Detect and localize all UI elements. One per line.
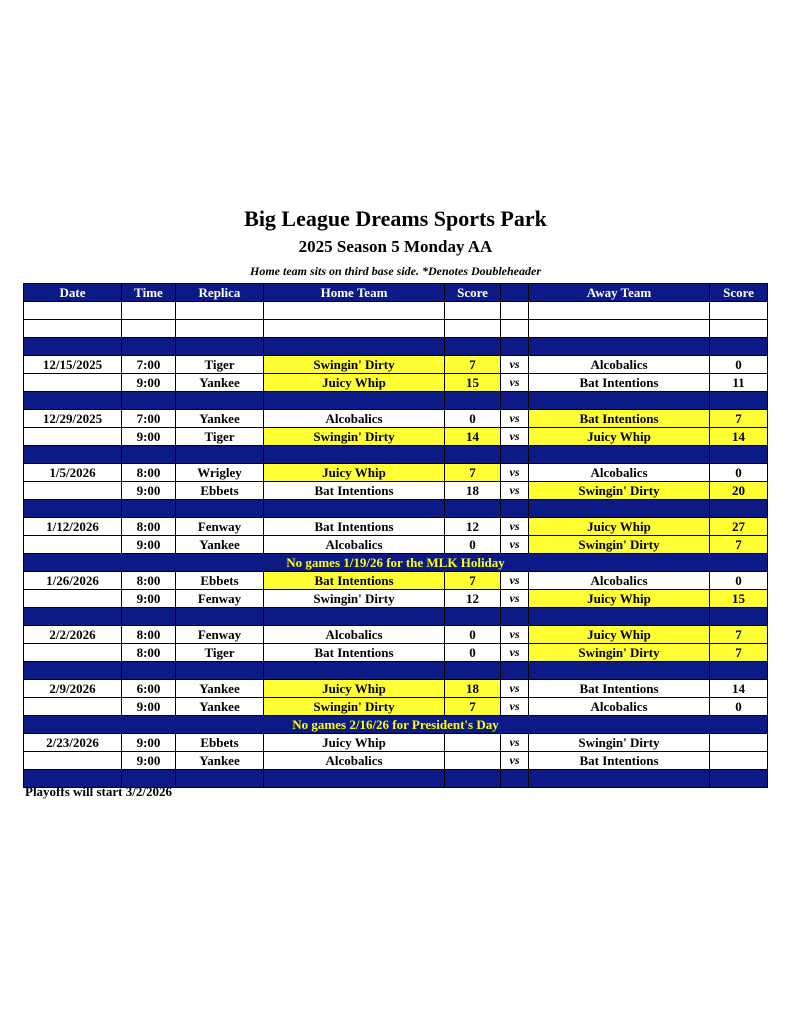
separator-row [24, 446, 768, 464]
vs-label: vs [501, 590, 529, 608]
game-time: 9:00 [122, 698, 176, 716]
blank-row [24, 302, 768, 320]
field-replica: Yankee [176, 374, 264, 392]
separator-cell [710, 446, 768, 464]
blank-cell [264, 302, 445, 320]
page-subtitle: 2025 Season 5 Monday AA [298, 237, 493, 256]
blank-cell [264, 320, 445, 338]
separator-cell [264, 338, 445, 356]
game-time: 8:00 [122, 572, 176, 590]
away-score: 0 [710, 572, 768, 590]
home-team: Alcobalics [264, 410, 445, 428]
away-score: 0 [710, 698, 768, 716]
separator-cell [122, 662, 176, 680]
separator-cell [264, 446, 445, 464]
separator-row [24, 392, 768, 410]
page-title: Big League Dreams Sports Park [244, 206, 547, 231]
separator-cell [176, 662, 264, 680]
game-time: 9:00 [122, 428, 176, 446]
game-row [24, 680, 768, 698]
away-team: Alcobalics [529, 464, 710, 482]
separator-cell [264, 608, 445, 626]
game-date [24, 644, 122, 662]
game-row [24, 536, 768, 554]
away-score: 7 [710, 536, 768, 554]
field-replica: Yankee [176, 410, 264, 428]
away-score: 11 [710, 374, 768, 392]
separator-cell [122, 392, 176, 410]
home-score: 14 [445, 428, 501, 446]
game-time: 9:00 [122, 590, 176, 608]
game-date [24, 536, 122, 554]
field-replica: Yankee [176, 680, 264, 698]
vs-label: vs [501, 374, 529, 392]
home-team: Bat Intentions [264, 482, 445, 500]
home-team: Alcobalics [264, 536, 445, 554]
home-score: 18 [445, 680, 501, 698]
blank-cell [529, 320, 710, 338]
blank-cell [501, 320, 529, 338]
blank-cell [501, 302, 529, 320]
away-team: Swingin' Dirty [529, 482, 710, 500]
separator-cell [176, 500, 264, 518]
game-time: 7:00 [122, 356, 176, 374]
home-team: Bat Intentions [264, 518, 445, 536]
separator-row [24, 500, 768, 518]
blank-cell [122, 320, 176, 338]
separator-cell [529, 446, 710, 464]
home-team: Swingin' Dirty [264, 428, 445, 446]
header-away-score: Score [710, 284, 768, 302]
separator-cell [264, 392, 445, 410]
no-games-note: No games 1/19/26 for the MLK Holiday [24, 554, 768, 572]
game-row [24, 410, 768, 428]
separator-cell [710, 608, 768, 626]
home-team: Juicy Whip [264, 680, 445, 698]
home-team: Swingin' Dirty [264, 698, 445, 716]
separator-cell [445, 392, 501, 410]
field-replica: Fenway [176, 518, 264, 536]
separator-cell [445, 500, 501, 518]
vs-label: vs [501, 464, 529, 482]
game-date: 1/26/2026 [24, 572, 122, 590]
blank-cell [176, 302, 264, 320]
separator-cell [24, 338, 122, 356]
vs-label: vs [501, 734, 529, 752]
vs-label: vs [501, 356, 529, 374]
game-date [24, 374, 122, 392]
blank-cell [24, 302, 122, 320]
separator-cell [501, 770, 529, 788]
blank-cell [176, 320, 264, 338]
game-date: 12/29/2025 [24, 410, 122, 428]
schedule-note: Home team sits on third base side. *Denotes Doubleheader [250, 264, 541, 278]
game-time: 8:00 [122, 644, 176, 662]
field-replica: Ebbets [176, 734, 264, 752]
home-score: 12 [445, 518, 501, 536]
separator-cell [176, 446, 264, 464]
game-date: 2/23/2026 [24, 734, 122, 752]
game-date: 12/15/2025 [24, 356, 122, 374]
home-team: Juicy Whip [264, 374, 445, 392]
vs-label: vs [501, 680, 529, 698]
game-row [24, 572, 768, 590]
blank-cell [710, 302, 768, 320]
game-date: 2/2/2026 [24, 626, 122, 644]
no-games-row [24, 554, 768, 572]
game-row [24, 374, 768, 392]
header-home-team: Home Team [264, 284, 445, 302]
separator-cell [710, 500, 768, 518]
separator-cell [122, 338, 176, 356]
home-score: 15 [445, 374, 501, 392]
field-replica: Ebbets [176, 482, 264, 500]
separator-cell [501, 662, 529, 680]
away-team: Bat Intentions [529, 410, 710, 428]
vs-label: vs [501, 536, 529, 554]
game-time: 9:00 [122, 752, 176, 770]
separator-cell [176, 770, 264, 788]
separator-cell [529, 500, 710, 518]
game-row [24, 518, 768, 536]
game-row [24, 428, 768, 446]
away-score: 20 [710, 482, 768, 500]
home-score: 7 [445, 464, 501, 482]
separator-cell [710, 338, 768, 356]
separator-cell [529, 608, 710, 626]
separator-cell [501, 338, 529, 356]
no-games-row [24, 716, 768, 734]
field-replica: Yankee [176, 536, 264, 554]
away-team: Swingin' Dirty [529, 734, 710, 752]
away-score: 0 [710, 464, 768, 482]
game-time: 8:00 [122, 518, 176, 536]
game-date [24, 590, 122, 608]
away-team: Swingin' Dirty [529, 536, 710, 554]
vs-label: vs [501, 752, 529, 770]
away-score: 14 [710, 680, 768, 698]
away-team: Juicy Whip [529, 626, 710, 644]
game-date: 1/12/2026 [24, 518, 122, 536]
home-team: Bat Intentions [264, 644, 445, 662]
separator-cell [501, 608, 529, 626]
away-score: 7 [710, 644, 768, 662]
game-date [24, 428, 122, 446]
separator-cell [501, 446, 529, 464]
game-row [24, 356, 768, 374]
away-score: 7 [710, 410, 768, 428]
away-score: 14 [710, 428, 768, 446]
field-replica: Tiger [176, 644, 264, 662]
separator-cell [445, 662, 501, 680]
away-score: 0 [710, 356, 768, 374]
game-date [24, 752, 122, 770]
separator-cell [264, 500, 445, 518]
game-row [24, 698, 768, 716]
vs-label: vs [501, 410, 529, 428]
field-replica: Ebbets [176, 572, 264, 590]
game-date: 2/9/2026 [24, 680, 122, 698]
home-team: Alcobalics [264, 626, 445, 644]
game-date [24, 482, 122, 500]
separator-cell [122, 446, 176, 464]
blank-cell [122, 302, 176, 320]
home-score: 0 [445, 626, 501, 644]
field-replica: Tiger [176, 428, 264, 446]
separator-cell [445, 608, 501, 626]
away-score [710, 752, 768, 770]
game-row [24, 734, 768, 752]
header-replica: Replica [176, 284, 264, 302]
separator-cell [24, 392, 122, 410]
game-time: 8:00 [122, 464, 176, 482]
home-team: Juicy Whip [264, 464, 445, 482]
away-team: Juicy Whip [529, 590, 710, 608]
home-score: 7 [445, 356, 501, 374]
blank-cell [710, 320, 768, 338]
away-team: Juicy Whip [529, 428, 710, 446]
vs-label: vs [501, 644, 529, 662]
home-team: Juicy Whip [264, 734, 445, 752]
game-row [24, 464, 768, 482]
vs-label: vs [501, 572, 529, 590]
separator-cell [24, 500, 122, 518]
home-score [445, 734, 501, 752]
header-away-team: Away Team [529, 284, 710, 302]
header-row [24, 284, 768, 302]
home-score: 0 [445, 644, 501, 662]
away-score: 27 [710, 518, 768, 536]
separator-cell [529, 338, 710, 356]
header-date: Date [24, 284, 122, 302]
home-score: 7 [445, 698, 501, 716]
field-replica: Yankee [176, 752, 264, 770]
field-replica: Fenway [176, 626, 264, 644]
game-time: 7:00 [122, 410, 176, 428]
separator-cell [529, 770, 710, 788]
schedule-table [23, 283, 768, 788]
game-row [24, 626, 768, 644]
field-replica: Tiger [176, 356, 264, 374]
game-row [24, 482, 768, 500]
separator-row [24, 608, 768, 626]
home-score: 7 [445, 572, 501, 590]
game-row [24, 644, 768, 662]
home-team: Bat Intentions [264, 572, 445, 590]
away-team: Alcobalics [529, 356, 710, 374]
home-team: Swingin' Dirty [264, 356, 445, 374]
separator-cell [710, 662, 768, 680]
separator-cell [445, 338, 501, 356]
field-replica: Wrigley [176, 464, 264, 482]
home-score: 0 [445, 536, 501, 554]
schedule-body [24, 302, 768, 788]
separator-cell [24, 662, 122, 680]
separator-cell [264, 662, 445, 680]
vs-label: vs [501, 626, 529, 644]
separator-cell [501, 392, 529, 410]
vs-label: vs [501, 698, 529, 716]
blank-row [24, 320, 768, 338]
no-games-note: No games 2/16/26 for President's Day [24, 716, 768, 734]
game-time: 9:00 [122, 536, 176, 554]
away-team: Bat Intentions [529, 680, 710, 698]
game-row [24, 752, 768, 770]
blank-cell [445, 302, 501, 320]
game-row [24, 590, 768, 608]
separator-cell [24, 608, 122, 626]
game-time: 9:00 [122, 482, 176, 500]
header-home-score: Score [445, 284, 501, 302]
separator-row [24, 662, 768, 680]
home-team: Swingin' Dirty [264, 590, 445, 608]
field-replica: Fenway [176, 590, 264, 608]
separator-cell [24, 446, 122, 464]
home-score: 12 [445, 590, 501, 608]
game-time: 8:00 [122, 626, 176, 644]
separator-cell [122, 608, 176, 626]
away-team: Bat Intentions [529, 752, 710, 770]
game-time: 9:00 [122, 374, 176, 392]
separator-cell [264, 770, 445, 788]
separator-cell [122, 500, 176, 518]
separator-cell [529, 662, 710, 680]
separator-cell [445, 446, 501, 464]
away-score: 15 [710, 590, 768, 608]
vs-label: vs [501, 518, 529, 536]
blank-cell [24, 320, 122, 338]
game-date: 1/5/2026 [24, 464, 122, 482]
separator-cell [529, 392, 710, 410]
header-vs [501, 284, 529, 302]
separator-cell [176, 338, 264, 356]
away-team: Swingin' Dirty [529, 644, 710, 662]
away-score [710, 734, 768, 752]
separator-cell [501, 500, 529, 518]
away-team: Alcobalics [529, 572, 710, 590]
vs-label: vs [501, 428, 529, 446]
game-date [24, 698, 122, 716]
away-team: Alcobalics [529, 698, 710, 716]
away-team: Juicy Whip [529, 518, 710, 536]
separator-row [24, 338, 768, 356]
game-time: 6:00 [122, 680, 176, 698]
game-time: 9:00 [122, 734, 176, 752]
playoffs-note: Playoffs will start 3/2/2026 [25, 784, 172, 799]
home-score: 18 [445, 482, 501, 500]
field-replica: Yankee [176, 698, 264, 716]
blank-cell [529, 302, 710, 320]
separator-cell [710, 392, 768, 410]
home-team: Alcobalics [264, 752, 445, 770]
home-score [445, 752, 501, 770]
separator-cell [710, 770, 768, 788]
separator-cell [445, 770, 501, 788]
separator-cell [176, 392, 264, 410]
away-team: Bat Intentions [529, 374, 710, 392]
header-time: Time [122, 284, 176, 302]
vs-label: vs [501, 482, 529, 500]
separator-cell [176, 608, 264, 626]
home-score: 0 [445, 410, 501, 428]
blank-cell [445, 320, 501, 338]
away-score: 7 [710, 626, 768, 644]
